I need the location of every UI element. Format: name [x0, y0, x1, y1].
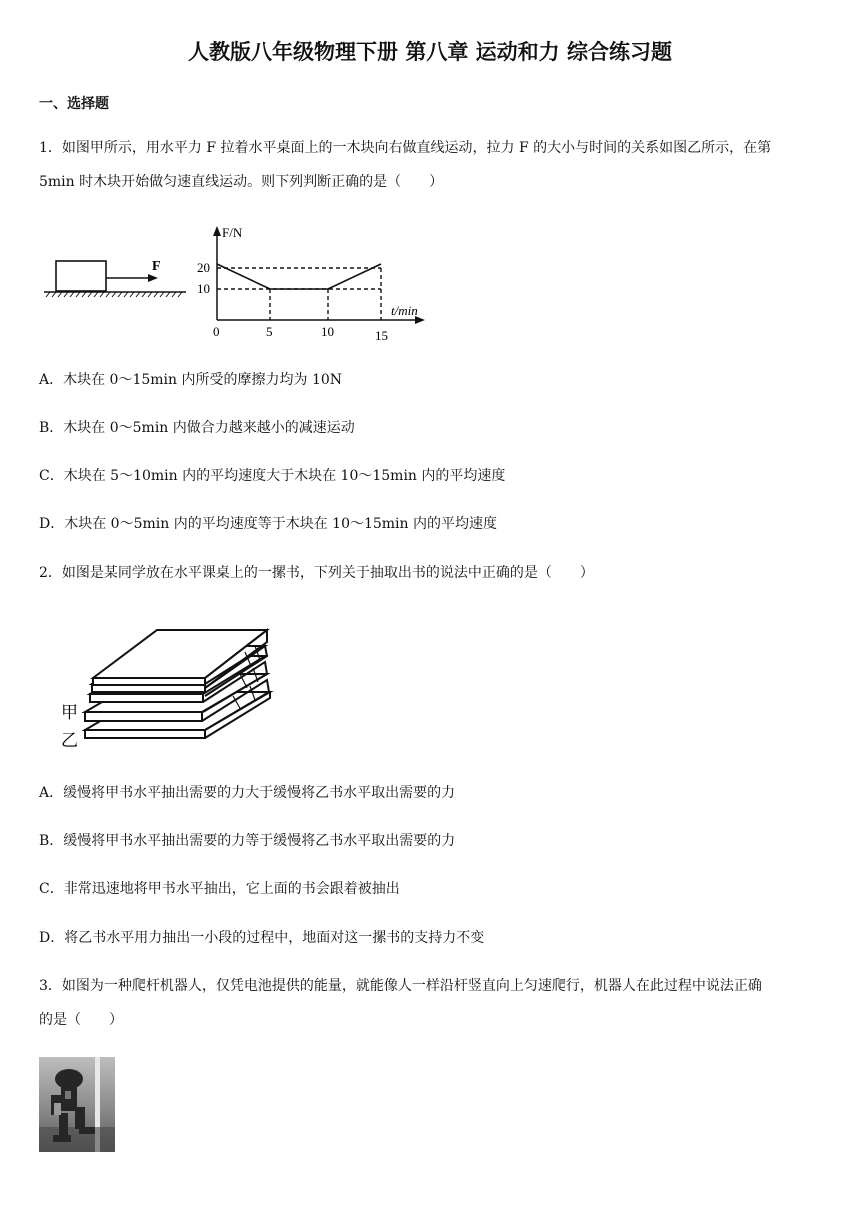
q1-stem-line2: 5min 时木块开始做匀速直线运动。则下列判断正确的是（ ）: [39, 174, 444, 190]
q1-figure-jia-block: [40, 250, 190, 300]
q3-stem-line1: 3．如图为一种爬杆机器人，仅凭电池提供的能量，就能像人一样沿杆竖直向上匀速爬行，机器人在此过程中说法正确: [39, 978, 762, 994]
q3-stem-line2: 的是（ ）: [39, 1012, 123, 1028]
x-tick-15: 15: [375, 328, 388, 343]
force-label: F: [152, 259, 161, 274]
q1-option-b: B．木块在 0～5min 内做合力越来越小的减速运动: [39, 420, 355, 436]
section-heading: 一、选择题: [39, 96, 109, 112]
q2-option-c: C．非常迅速地将甲书水平抽出，它上面的书会跟着被抽出: [39, 881, 400, 897]
q1-stem-line1: 1．如图甲所示，用水平力 F 拉着水平桌面上的一木块向右做直线运动，拉力 F 的大小与时间的关系如图乙所示，在第: [39, 140, 772, 156]
x-tick-0: 0: [213, 324, 220, 339]
q2-option-a: A．缓慢将甲书水平抽出需要的力大于缓慢将乙书水平取出需要的力: [39, 785, 456, 801]
q1-figure-yi-graph: [195, 220, 430, 345]
q3-figure-robot-photo: [39, 1057, 115, 1152]
x-axis-label: t/min: [391, 303, 418, 318]
q2-option-b: B．缓慢将甲书水平抽出需要的力等于缓慢将乙书水平取出需要的力: [39, 833, 456, 849]
q1-option-d: D．木块在 0～5min 内的平均速度等于木块在 10～15min 内的平均速度: [39, 516, 498, 532]
q2-stem-line1: 2．如图是某同学放在水平课桌上的一摞书，下列关于抽取出书的说法中正确的是（ ）: [39, 565, 594, 581]
q2-option-d: D．将乙书水平用力抽出一小段的过程中，地面对这一摞书的支持力不变: [39, 930, 485, 946]
q1-option-c: C．木块在 5～10min 内的平均速度大于木块在 10～15min 内的平均速度: [39, 468, 506, 484]
y-tick-10: 10: [197, 281, 210, 296]
label-jia: 甲: [61, 703, 78, 723]
q1-option-a: A．木块在 0～15min 内所受的摩擦力均为 10N: [39, 372, 343, 388]
x-tick-5: 5: [266, 324, 273, 339]
y-axis-label: F/N: [222, 225, 243, 240]
label-yi: 乙: [61, 731, 78, 751]
y-tick-20: 20: [197, 260, 210, 275]
q2-figure-book-stack: [55, 622, 275, 754]
page-title: 人教版八年级物理下册 第八章 运动和力 综合练习题: [188, 40, 672, 64]
x-tick-10: 10: [321, 324, 334, 339]
